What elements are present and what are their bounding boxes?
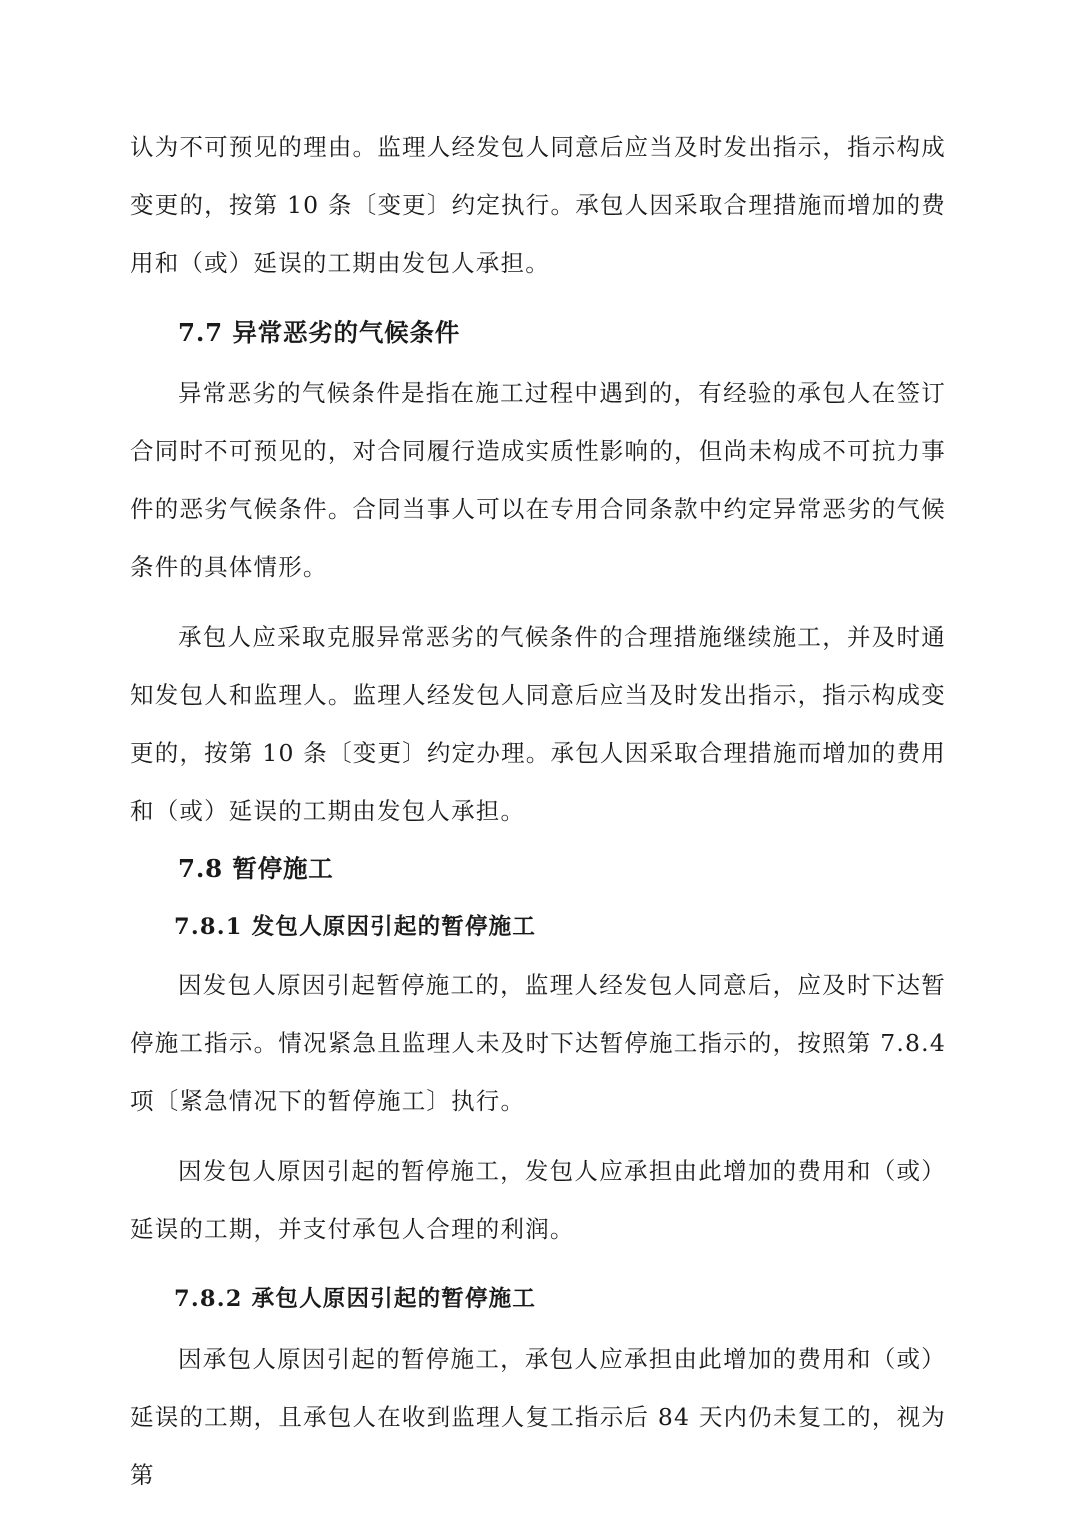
paragraph-7-7-measures: 承包人应采取克服异常恶劣的气候条件的合理措施继续施工，并及时通知发包人和监理人。监理人经发包人同意后应当及时发出指示，指示构成变更的，按第 10 条〔变更〕约定办理。承包人因采取合理措施而增加的费用和（或）延误的工期由发包人承担。	[130, 623, 946, 825]
paragraph-7-8-2-contractor: 因承包人原因引起的暂停施工，承包人应承担由此增加的费用和（或）延误的工期，且承包人在收到监理人复工指示后 84 天内仍未复工的，视为第	[130, 1345, 946, 1489]
document-page	[130, 118, 946, 1504]
subsection-heading-7-8-2: 7.8.2 承包人原因引起的暂停施工	[174, 1286, 537, 1312]
subsection-heading-7-8-1: 7.8.1 发包人原因引起的暂停施工	[174, 914, 537, 940]
paragraph-7-8-1-instruction: 因发包人原因引起暂停施工的，监理人经发包人同意后，应及时下达暂停施工指示。情况紧急且监理人未及时下达暂停施工指示的，按照第 7.8.4 项〔紧急情况下的暂停施工〕执行。	[130, 971, 946, 1115]
paragraph-7-8-1-costs: 因发包人原因引起的暂停施工，发包人应承担由此增加的费用和（或）延误的工期，并支付承包人合理的利润。	[130, 1157, 946, 1243]
section-heading-7-8: 7.8 暂停施工	[178, 854, 334, 883]
paragraph-7-7-definition: 异常恶劣的气候条件是指在施工过程中遇到的，有经验的承包人在签订合同时不可预见的，对合同履行造成实质性影响的，但尚未构成不可抗力事件的恶劣气候条件。合同当事人可以在专用合同条款中约定异常恶劣的气候条件的具体情形。	[130, 379, 946, 581]
paragraph-continuation: 认为不可预见的理由。监理人经发包人同意后应当及时发出指示，指示构成变更的，按第 10 条〔变更〕约定执行。承包人因采取合理措施而增加的费用和（或）延误的工期由发包人承担。	[130, 133, 946, 277]
section-heading-7-7: 7.7 异常恶劣的气候条件	[178, 318, 461, 347]
